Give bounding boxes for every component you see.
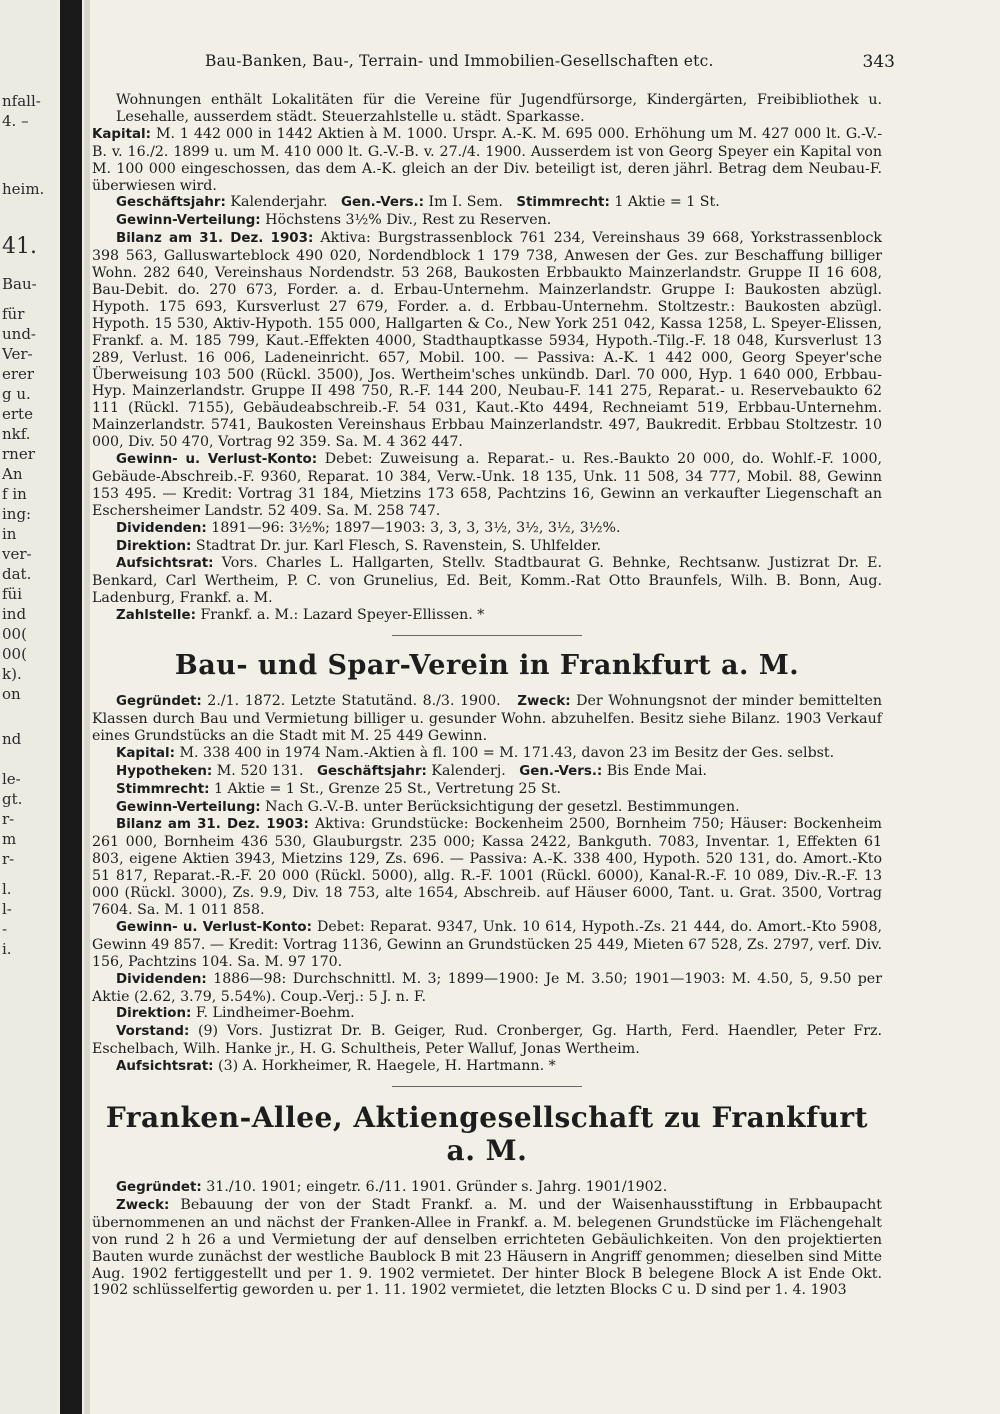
adjacent-page-fragment: und- [2, 325, 36, 343]
adjacent-page-fragment: le- [2, 770, 21, 788]
entry2-bilanz: Bilanz am 31. Dez. 1903: Aktiva: Grundstücke: Bockenheim 2500, Bornheim 750; Häuser: Bockenheim 261 000, Bornheim 436 530, Glauburgstr. 235 000; Kassa 2422, Bankguth. 7083, Inventar. 1, Effekten 61 803, eigene Aktien 3943, Mietzins 129, Zs. 696. — Passiva: A.-K. 338 400, Hypoth. 520 131, do. Amort.-Kto 51 817, Reparat.-R.-F. 20 000 (Rückl. 5000), allg. R.-F. 1001 (Rückl. 6000), Kanal-R.-F. 10 089, Div.-R.-F. 13 000 (Rückl. 3000), Zs. 9.9, Div. 18 753, alte 1654, Abschreib. auf Häuser 6000, Tant. u. Grat. 3500, Vortrag 7604. Sa. M. 1 011 858. [92, 816, 882, 918]
entry2-direktion: Direktion: F. Lindheimer-Boehm. [116, 1005, 355, 1022]
adjacent-page-fragment: f in [2, 485, 27, 503]
entry3-zweck: Zweck: Bebauung der von der Stadt Frankf. a. M. und der Waisenhausstiftung in Erbbaupacht übernommenen an und nächst der Franken-Allee in Frankf. a. M. belegenen Grundstücke im Flächengehalt von rund 2 h 26 a und Vermietung der auf denselben errichteten Gebäulichkeiten. Von den projektierten Bauten wurde zunächst der westliche Baublock B mit 23 Häusern in Angriff genommen; dieselben sind Mitte Aug. 1902 fertiggestellt und per 1. 9. 1902 vermietet. Der hinter Block B belegene Block A ist Ende Okt. 1902 schlüsselfertig geworden u. per 1. 11. 1902 vermietet, die letzten Blocks C u. D sind per 1. 4. 1903 [92, 1196, 882, 1299]
adjacent-page-fragment: ver- [2, 545, 32, 563]
entry2-title: Bau- und Spar-Verein in Frankfurt a. M. [174, 650, 800, 682]
adjacent-page-fragment: ind [2, 605, 27, 623]
entry1-meta: Geschäftsjahr: Kalenderjahr. Gen.-Vers.: Im I. Sem. Stimmrecht: 1 Aktie = 1 St. [116, 194, 720, 211]
page-number: 343 [862, 52, 895, 72]
entry3-title: Franken-Allee, Aktiengesellschaft zu Frankfurt a. M. [105, 1101, 869, 1168]
entry3-gegruendet: Gegründet: 31./10. 1901; eingetr. 6./11. 1901. Gründer s. Jahrg. 1901/1902. [116, 1179, 668, 1196]
adjacent-page-fragment: für [2, 305, 25, 323]
adjacent-page-fragment: nkf. [2, 425, 31, 443]
entry1-aufsichtsrat: Aufsichtsrat: Vors. Charles L. Hallgarten, Stellv. Stadtbaurat G. Behnke, Rechtsanw. Justizrat Dr. E. Benkard, Carl Wertheim, P. C. von Grunelius, Ed. Beit, Komm.-Rat Otto Braunfels, Wilh. B. Bonn, Aug. Ladenburg, Frankf. a. M. [92, 555, 882, 607]
entry1-gv-konto: Gewinn- u. Verlust-Konto: Debet: Zuweisung a. Reparat.- u. Res.-Baukto 20 000, do. Wohlf.-F. 1000, Gebäude-Abschreib.-F. 9360, Reparat. 10 384, Verw.-Unk. 18 135, Unk. 11 508, 34 777, Mobil. 88, Gewinn 153 495. — Kredit: Vortrag 31 184, Mietzins 173 658, Pachtzins 16, Gewinn an verkaufter Liegenschaft an Eschersheimer Landstr. 52 409. Sa. M. 258 747. [92, 451, 882, 519]
adjacent-page-fragment: i. [2, 940, 12, 958]
adjacent-page-fragment: 4. – [2, 112, 29, 130]
entry2-meta: Hypotheken: M. 520 131. Geschäftsjahr: Kalenderj. Gen.-Vers.: Bis Ende Mai. [116, 762, 708, 779]
adjacent-page-fragment: gt. [2, 790, 23, 808]
adjacent-page-fragment: in [2, 525, 17, 543]
adjacent-page-fragment: 00( [2, 625, 27, 643]
section-divider [392, 1086, 582, 1087]
entry1-zahlstelle: Zahlstelle: Frankf. a. M.: Lazard Speyer-Ellissen. * [116, 607, 485, 624]
adjacent-page-fragment: An [2, 465, 23, 483]
adjacent-page-fragment: on [2, 685, 21, 703]
entry2-kapital: Kapital: M. 338 400 in 1974 Nam.-Aktien à fl. 100 = M. 171.43, davon 23 im Besitz der Ges. selbst. [116, 744, 835, 761]
header-title: Bau-Banken, Bau-, Terrain- und Immobilien-Gesellschaften etc. [205, 52, 714, 70]
adjacent-page-fragment: ing: [2, 505, 32, 523]
adjacent-page-fragment: füi [2, 585, 23, 603]
adjacent-page-fragment: rner [2, 445, 35, 463]
entry2-dividenden: Dividenden: 1886—98: Durchschnittl. M. 3; 1899—1900: Je M. 3.50; 1901—1903: M. 4.50, 5, 9.50 per Aktie (2.62, 3.79, 5.54%). Coup.-Verj.: 5 J. n. F. [92, 970, 882, 1005]
entry1-gewinn-verteilung: Gewinn-Verteilung: Höchstens 3½% Div., Rest zu Reserven. [116, 212, 552, 229]
entry2-vorstand: Vorstand: (9) Vors. Justizrat Dr. B. Geiger, Rud. Cronberger, Gg. Harth, Ferd. Haendler, Peter Frz. Eschelbach, Wilh. Hanke jr., H. G. Schultheis, Peter Walluf, Jonas Wertheim. [92, 1023, 882, 1058]
entry2-aufsichtsrat: Aufsichtsrat: (3) A. Horkheimer, R. Haegele, H. Hartmann. * [116, 1058, 556, 1075]
section-divider [392, 635, 582, 636]
entry2-gegruendet: Gegründet: 2./1. 1872. Letzte Statutänd. 8./3. 1900. Zweck: Der Wohnungsnot der minder bemittelten Klassen durch Bau und Vermietung billiger u. gesunder Wohn. abzuhelfen. Besitz siehe Bilanz. 1903 Verkauf eines Grundstücks an die Stadt mit M. 25 449 Gewinn. [92, 693, 883, 744]
adjacent-page-fragment: l. [2, 880, 12, 898]
adjacent-page-fragment: l- [2, 900, 12, 918]
entry1-bilanz: Bilanz am 31. Dez. 1903: Aktiva: Burgstrassenblock 761 234, Vereinshaus 39 668, Yorkstrassenblock 398 563, Galluswarteblock 490 020, Nordendblock 1 179 738, Anwesen der Ges. zur Beschaffung billiger Wohn. 282 640, Vereinshaus Nordendstr. 53 268, Baukosten Erbbaukto Mainzerlandstr. Gruppe II 16 608, Bau-Debit. do. 270 673, Forder. a. d. Erbau-Unternehm. Mainzerlandstr. Gruppe I: Baukosten abzügl. Hypoth. 175 693, Kursverlust 27 679, Forder. a. d. Erbbau-Unternehm. Stoltzestr.: Baukosten abzügl. Hypoth. 15 530, Aktiv-Hypoth. 155 000, Hallgarten & Co., New York 251 042, Kassa 1258, L. Speyer-Elissen, Frankf. a. M. 185 799, Kaut.-Effekten 4000, Stadthauptkasse 5934, Hypoth.-Tilg.-F. 18 048, Kursverlust 13 289, Verlust. 16 006, Ladeneinricht. 657, Mobil. 100. — Passiva: A.-K. 1 442 000, Georg Speyer'sche Überweisung 103 500 (Rückl. 3500), Jos. Wertheim'sches unkündb. Darl. 70 000, Hyp. 1 640 000, Erbbau-Hyp. Mainzerlandstr. Gruppe II 498 750, R.-F. 144 200, Neubau-F. 141 275, Reparat.- u. Reservebaukto 62 111 (Rückl. 7155), Gebäudeabschreib.-F. 54 031, Kaut.-Kto 4494, Rechneiamt 519, Erbbau-Unternehm. Mainzerlandstr. 5741, Baukosten Vereinshaus Erbbau Mainzerlandstr. 497, Baukredit. Erbbau Stoltzestr. 10 000, Div. 50 470, Vortrag 92 359. Sa. M. 4 362 447. [92, 230, 882, 451]
adjacent-page-edge [0, 0, 58, 1414]
gutter-shadow [84, 0, 90, 1414]
entry2-stimmrecht: Stimmrecht: 1 Aktie = 1 St., Grenze 25 St., Vertretung 25 St. [116, 780, 561, 797]
adjacent-page-fragment: nd [2, 730, 22, 748]
adjacent-page-fragment: erte [2, 405, 33, 423]
adjacent-page-fragment: r- [2, 810, 15, 828]
adjacent-page-fragment: 41. [2, 234, 37, 259]
adjacent-page-fragment: Bau- [2, 275, 37, 293]
adjacent-page-fragment: nfall- [2, 92, 41, 110]
entry1-dividenden: Dividenden: 1891—96: 3½%; 1897—1903: 3, 3, 3, 3½, 3½, 3½, 3½%. [116, 519, 621, 536]
adjacent-page-fragment: r- [2, 850, 15, 868]
page-body [92, 92, 882, 1299]
adjacent-page-fragment: m [2, 830, 17, 848]
adjacent-page-fragment: g u. [2, 385, 31, 403]
adjacent-page-fragment: - [2, 920, 8, 938]
adjacent-page-fragment: k). [2, 665, 22, 683]
book-spine [60, 0, 82, 1414]
adjacent-page-fragment: 00( [2, 645, 27, 663]
entry1-wohnungen: Wohnungen enthält Lokalitäten für die Vereine für Jugendfürsorge, Kindergärten, Freibibliothek u. Lesehalle, ausserdem städt. Steuerzahlstelle u. städt. Sparkasse. [116, 92, 882, 125]
adjacent-page-fragment: Ver- [2, 345, 33, 363]
adjacent-page-fragment: erer [2, 365, 35, 383]
entry2-gv-konto: Gewinn- u. Verlust-Konto: Debet: Reparat. 9347, Unk. 10 614, Hypoth.-Zs. 21 444, do. Amort.-Kto 5908, Gewinn 49 857. — Kredit: Vortrag 1136, Gewinn an Grundstücken 25 449, Mieten 67 528, Zs. 2797, verf. Div. 156, Pachtzins 104. Sa. M. 97 170. [92, 918, 882, 970]
entry1-direktion: Direktion: Stadtrat Dr. jur. Karl Flesch, S. Ravenstein, S. Uhlfelder. [116, 537, 602, 554]
entry1-kapital: Kapital: M. 1 442 000 in 1442 Aktien à M. 1000. Urspr. A.-K. M. 695 000. Erhöhung um M. 427 000 lt. G.-V.-B. v. 16./2. 1899 u. um M. 410 000 lt. G.-V.-B. v. 27./4. 1900. Ausserdem ist von Georg Speyer ein Kapital von M. 100 000 eingeschossen, das dem A.-K. gleich an der Div. beteiligt ist, deren jährl. Betrag dem Neubau-F. überwiesen wird. [92, 125, 882, 194]
entry2-gewinn-verteilung: Gewinn-Verteilung: Nach G.-V.-B. unter Berücksichtigung der gesetzl. Bestimmungen. [116, 798, 740, 815]
adjacent-page-fragment: dat. [2, 565, 32, 583]
adjacent-page-fragment: heim. [2, 180, 45, 198]
